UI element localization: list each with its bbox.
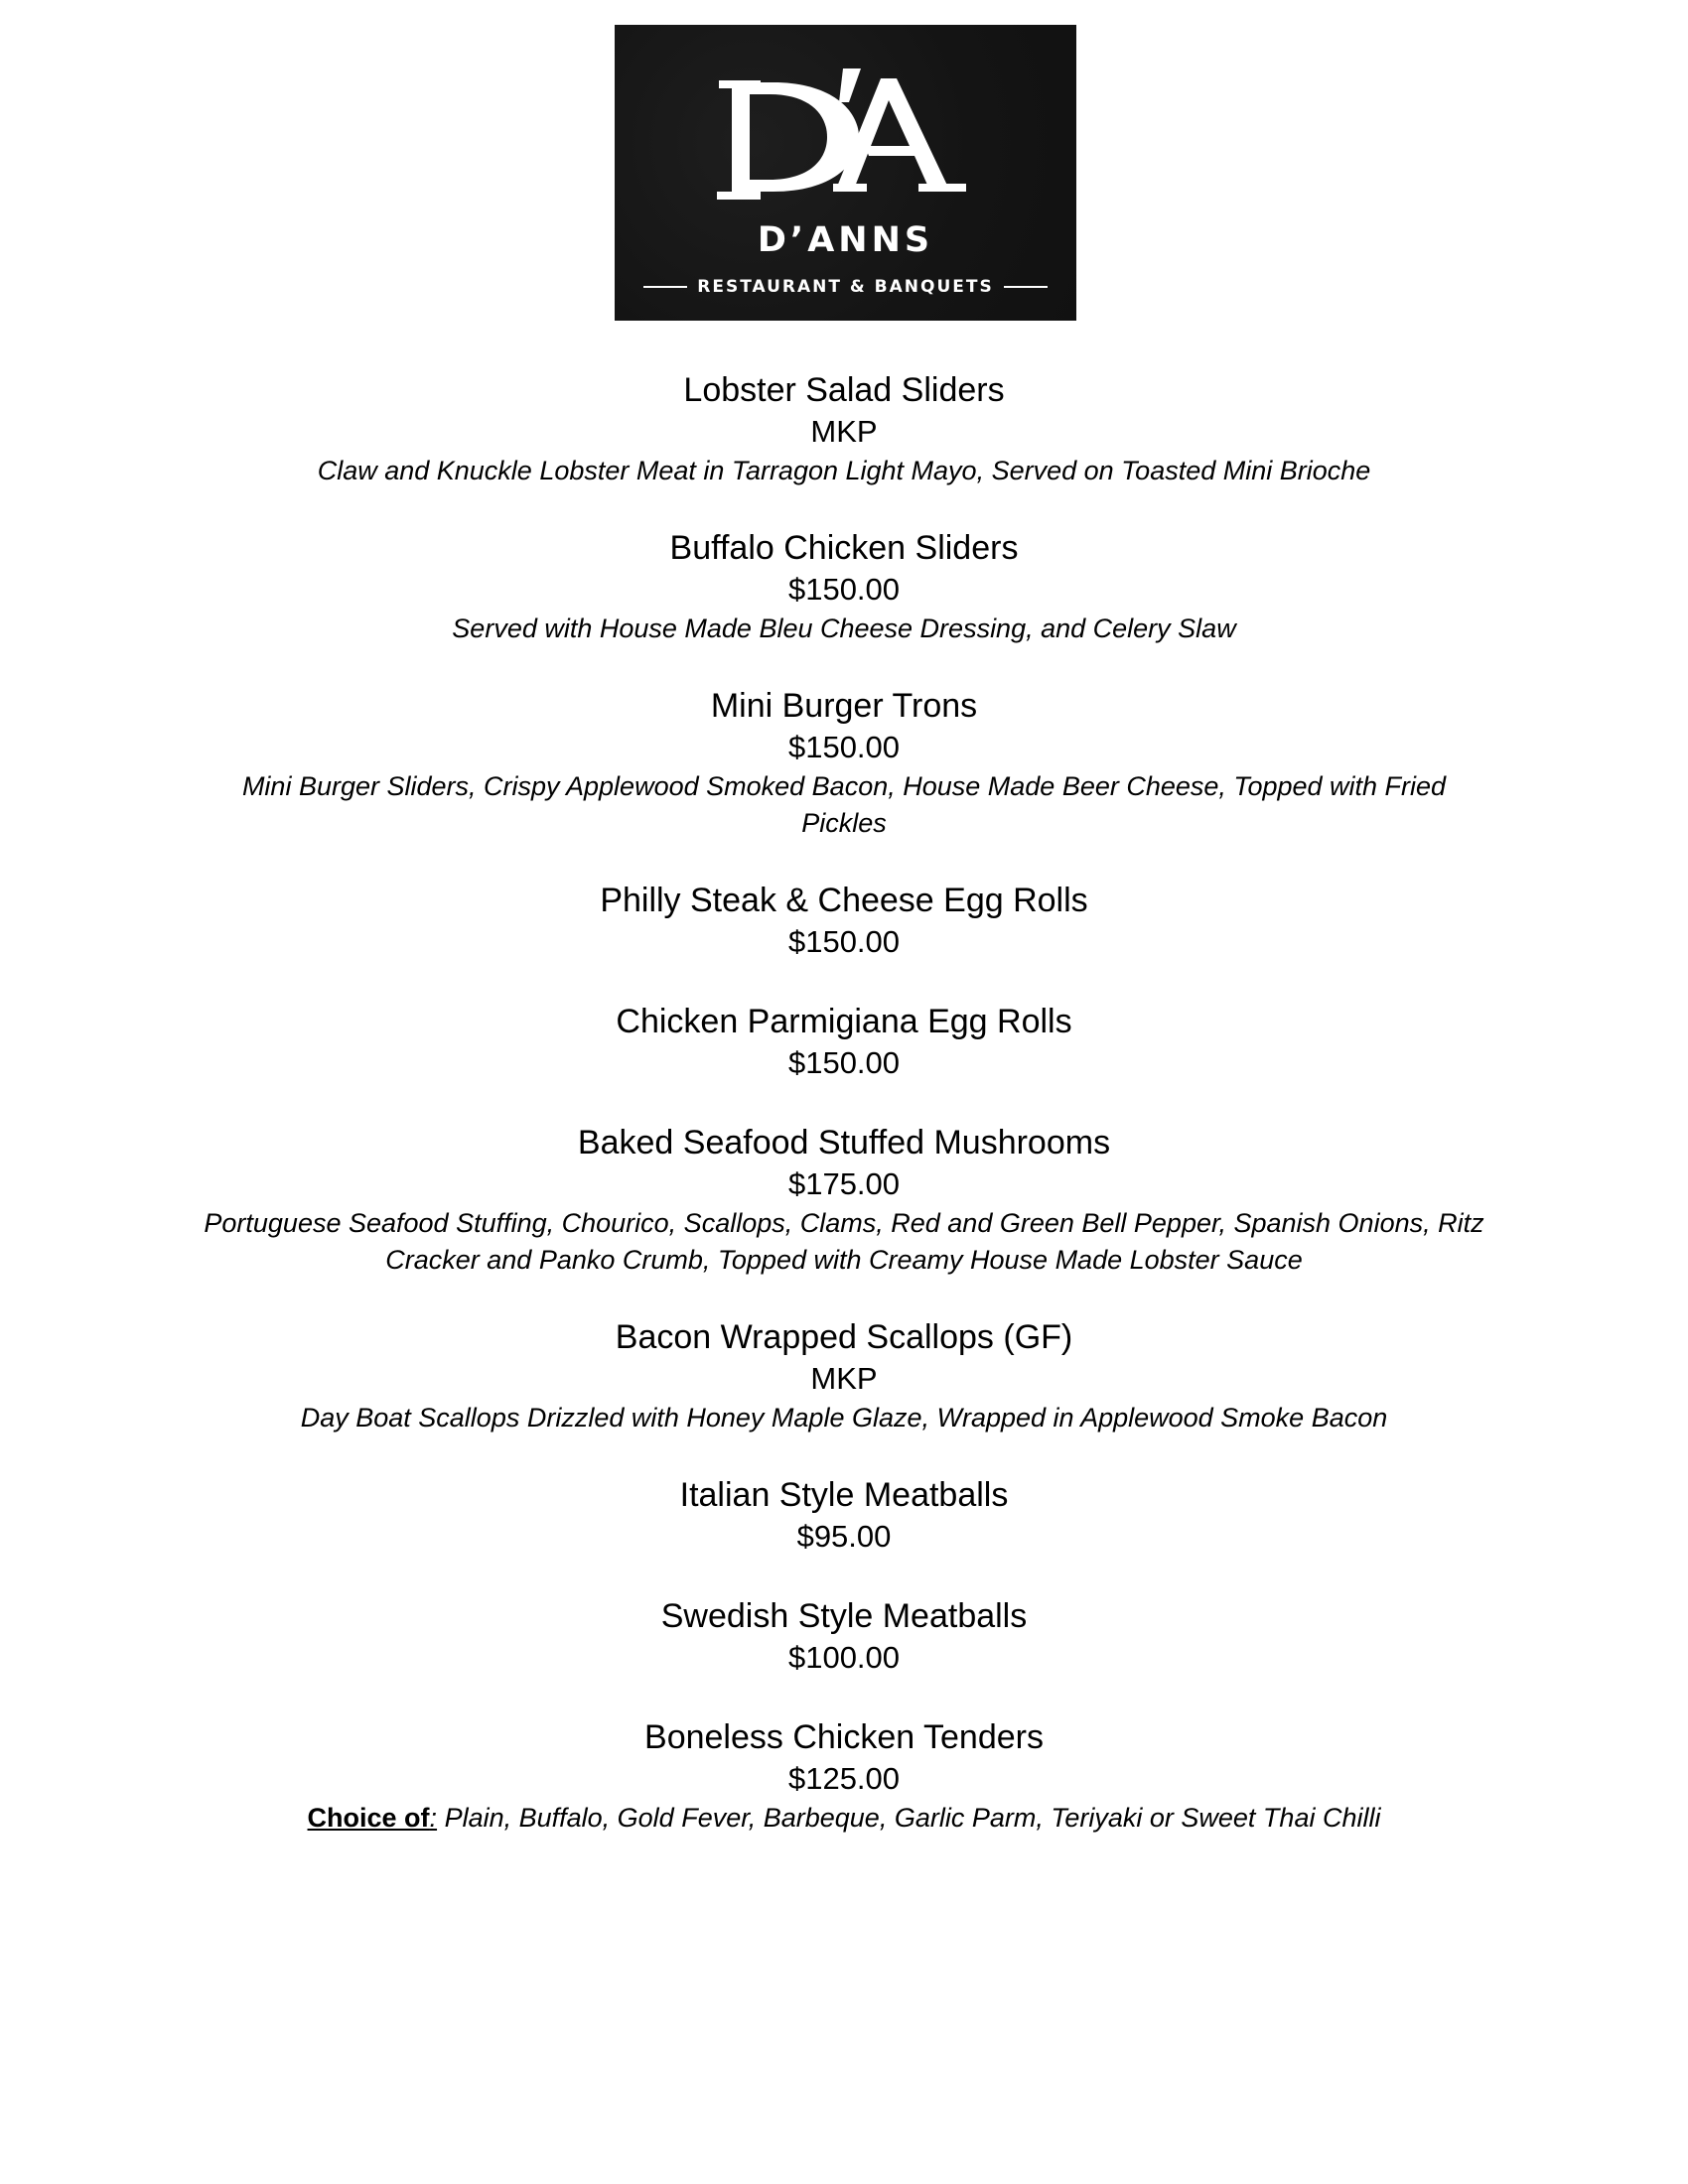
logo-tagline-text: RESTAURANT & BANQUETS: [697, 277, 994, 297]
menu-item-price: $150.00: [787, 924, 901, 959]
menu-item-price: $150.00: [787, 1045, 901, 1080]
menu-item-price: $150.00: [787, 572, 901, 607]
logo-tagline: [634, 277, 1056, 297]
menu-item-price: MKP: [810, 1361, 878, 1396]
menu-item-name: Swedish Style Meatballs: [660, 1597, 1028, 1635]
menu-item: [149, 1716, 1539, 1837]
menu-item: [149, 1316, 1539, 1436]
menu-item: [149, 1595, 1539, 1679]
menu-item-name: Italian Style Meatballs: [679, 1476, 1009, 1514]
menu-item-price: $150.00: [787, 730, 901, 764]
menu-item-description: Portuguese Seafood Stuffing, Chourico, Scallops, Clams, Red and Green Bell Pepper, Spanish Onions, Ritz Cracker and Panko Crumb, Topped with Creamy House Made Lobster Sauce: [204, 1208, 1484, 1275]
tagline-rule-right: [1004, 286, 1048, 288]
menu-item-name: Buffalo Chicken Sliders: [669, 529, 1019, 567]
menu-item-price: $95.00: [796, 1519, 892, 1554]
menu-item-price: $175.00: [787, 1166, 901, 1201]
menu-item: [149, 685, 1539, 842]
menu-item: [149, 369, 1539, 489]
menu-item-name: Baked Seafood Stuffed Mushrooms: [577, 1124, 1111, 1161]
menu-item: [149, 1001, 1539, 1084]
choice-options: Plain, Buffalo, Gold Fever, Barbeque, Garlic Parm, Teriyaki or Sweet Thai Chilli: [437, 1803, 1381, 1833]
tagline-rule-left: [643, 286, 687, 288]
menu-item: [149, 880, 1539, 963]
menu-item: [149, 1122, 1539, 1279]
menu-item-price: $125.00: [787, 1761, 901, 1796]
menu-item-price: $100.00: [787, 1640, 901, 1675]
restaurant-logo: [615, 25, 1076, 321]
menu-item-name: Boneless Chicken Tenders: [644, 1718, 1044, 1756]
menu-item-name: Mini Burger Trons: [710, 687, 978, 725]
menu-item-choices: [204, 1800, 1484, 1837]
logo-name: D’ANNS: [757, 220, 934, 260]
menu-item-name: Philly Steak & Cheese Egg Rolls: [600, 882, 1088, 919]
menu-item-description: Claw and Knuckle Lobster Meat in Tarragon Light Mayo, Served on Toasted Mini Brioche: [317, 456, 1371, 485]
menu-list: [149, 369, 1539, 1874]
menu-item-name: Lobster Salad Sliders: [683, 371, 1005, 409]
monogram-logo-icon: [615, 63, 1076, 211]
menu-item-description: Mini Burger Sliders, Crispy Applewood Smoked Bacon, House Made Beer Cheese, Topped with Fried Pickles: [241, 771, 1447, 838]
menu-item-name: Chicken Parmigiana Egg Rolls: [616, 1003, 1072, 1040]
menu-item: [149, 1474, 1539, 1558]
menu-item-description: Served with House Made Bleu Cheese Dressing, and Celery Slaw: [452, 614, 1236, 643]
menu-item-price: MKP: [810, 414, 878, 449]
choice-label: Choice of: [307, 1803, 430, 1833]
menu-item: [149, 527, 1539, 647]
choice-colon: :: [429, 1803, 438, 1833]
menu-item-description: Day Boat Scallops Drizzled with Honey Maple Glaze, Wrapped in Applewood Smoke Bacon: [300, 1403, 1388, 1433]
menu-item-name: Bacon Wrapped Scallops (GF): [615, 1318, 1073, 1356]
